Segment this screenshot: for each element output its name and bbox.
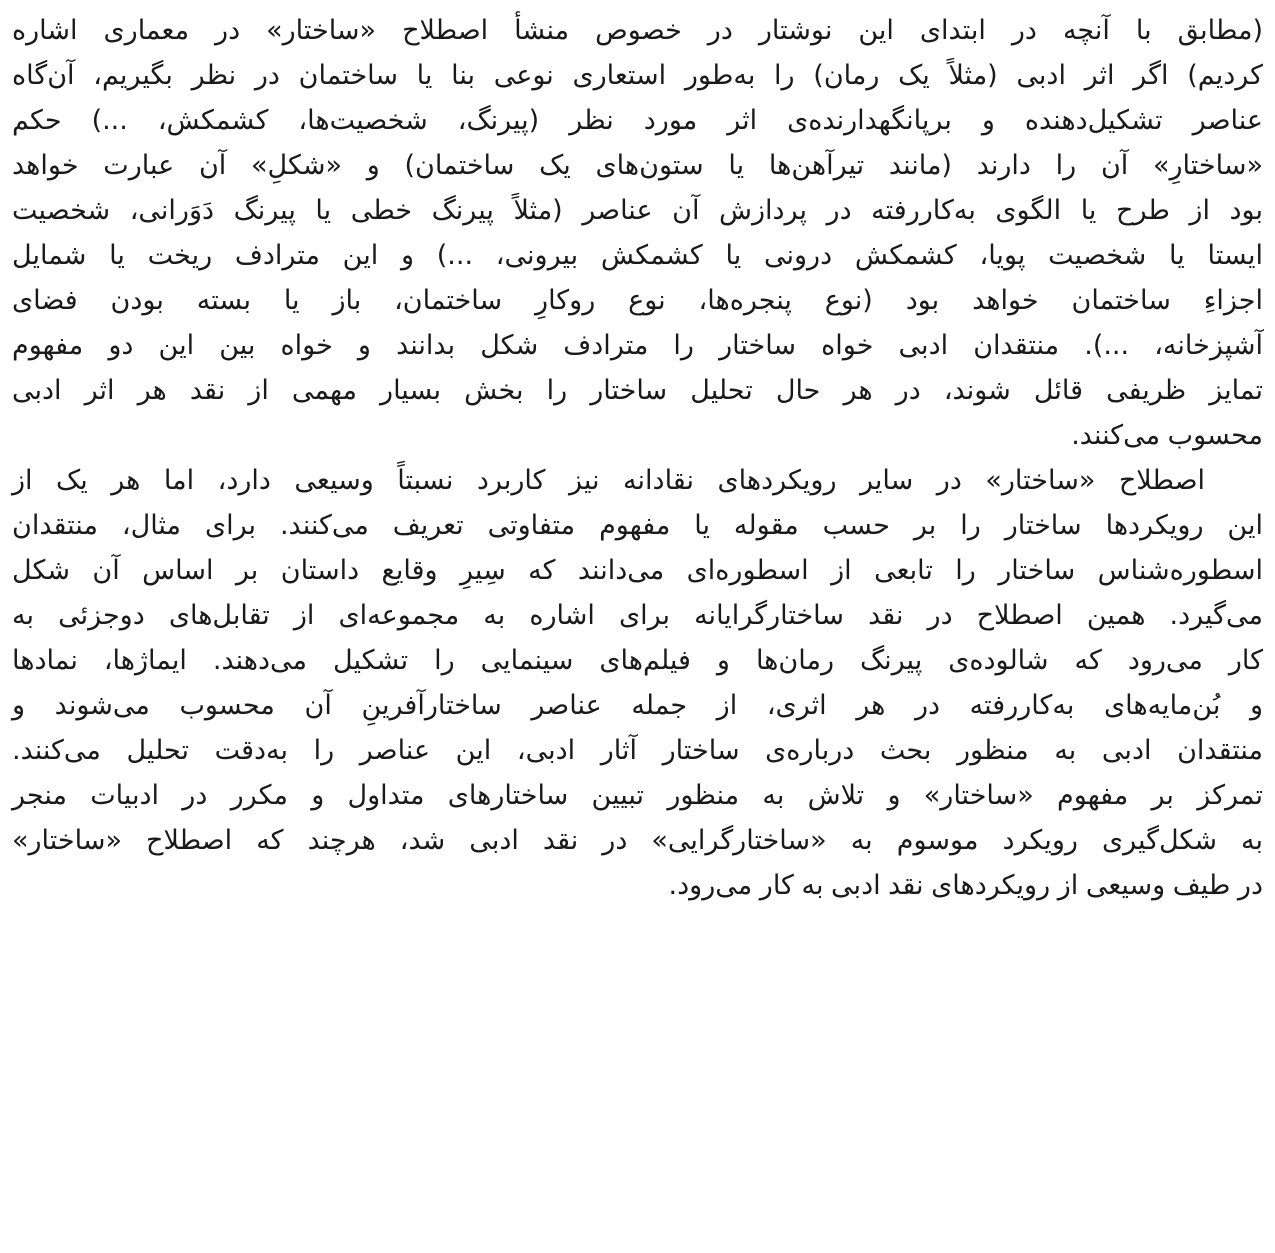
text-line: اصطلاح «ساختار» در سایر رویکردهای نقادانه نیز کاربرد نسبتاً وسیعی دارد، اما هر یک از xyxy=(12,465,1205,496)
text-line: به شکل‌گیری رویکرد موسوم به «ساختارگرایی» در نقد ادبی شد، هرچند که اصطلاح «ساختار» xyxy=(12,825,1263,856)
text-line: در طیف وسیعی از رویکردهای نقد ادبی به کار می‌رود. xyxy=(668,870,1263,901)
paragraph-1 xyxy=(12,8,1263,458)
text-line: تمرکز بر مفهوم «ساختار» و تلاش به منظور تبیین ساختارهای متداول و مکرر در ادبیات منجر xyxy=(12,780,1263,811)
text-line: «ساختارِ» آن را دارند (مانند تیرآهن‌ها یا ستون‌های یک ساختمان) و «شکلِ» آن عبارت خواهد xyxy=(12,150,1263,181)
text-line: محسوب می‌کنند. xyxy=(1071,420,1263,451)
document-page xyxy=(0,8,1275,1253)
text-line: اجزاءِ ساختمان خواهد بود (نوع پنجره‌ها، نوع روکارِ ساختمان، باز یا بسته بودن فضای xyxy=(12,285,1263,316)
text-line: آشپزخانه، ...). منتقدان ادبی خواه ساختار را مترادف شکل بدانند و خواه بین این دو مفهوم xyxy=(12,330,1263,361)
text-line: تمایز ظریفی قائل شوند، در هر حال تحلیل ساختار را بخش بسیار مهمی از نقد هر اثر ادبی xyxy=(12,375,1263,406)
text-line: ایستا یا شخصیت پویا، کشمکش درونی یا کشمکش بیرونی، ...) و این مترادف ریخت یا شمایل xyxy=(12,240,1263,271)
text-line: این رویکردها ساختار را بر حسب مقوله یا مفهوم متفاوتی تعریف می‌کنند. برای مثال، منتقدان xyxy=(12,510,1263,541)
text-line: کردیم) اگر اثر ادبی (مثلاً یک رمان) را به‌طور استعاری نوعی بنا یا ساختمان در نظر بگیریم، آن‌گاه xyxy=(12,60,1263,91)
text-line: کار می‌رود که شالوده‌ی پیرنگ رمان‌ها و فیلم‌های سینمایی را تشکیل می‌دهند. ایماژها، نمادها xyxy=(12,645,1263,676)
text-line: می‌گیرد. همین اصطلاح در نقد ساختارگرایانه برای اشاره به مجموعه‌ای از تقابل‌های دوجزئی به xyxy=(12,600,1263,631)
text-line: بود از طرح یا الگوی به‌کاررفته در پردازش آن عناصر (مثلاً پیرنگ خطی یا پیرنگ دَوَرانی، شخصیت xyxy=(12,195,1263,226)
text-line: و بُن‌مایه‌های به‌کاررفته در هر اثری، از جمله عناصر ساختارآفرینِ آن محسوب می‌شوند و xyxy=(12,690,1263,721)
text-line: عناصر تشکیل‌دهنده و برپانگهدارنده‌ی اثر مورد نظر (پیرنگ، شخصیت‌ها، کشمکش، ...) حکم xyxy=(12,105,1263,136)
paragraph-2 xyxy=(12,458,1263,908)
text-line: (مطابق با آنچه در ابتدای این نوشتار در خصوص منشأ اصطلاح «ساختار» در معماری اشاره xyxy=(12,15,1263,46)
text-line: منتقدان ادبی به منظور بحث درباره‌ی ساختار آثار ادبی، این عناصر را به‌دقت تحلیل می‌کنند. xyxy=(12,735,1263,766)
text-line: اسطوره‌شناس ساختار را تابعی از اسطوره‌ای می‌دانند که سِیرِ وقایع داستان بر اساس آن شکل xyxy=(12,555,1263,586)
